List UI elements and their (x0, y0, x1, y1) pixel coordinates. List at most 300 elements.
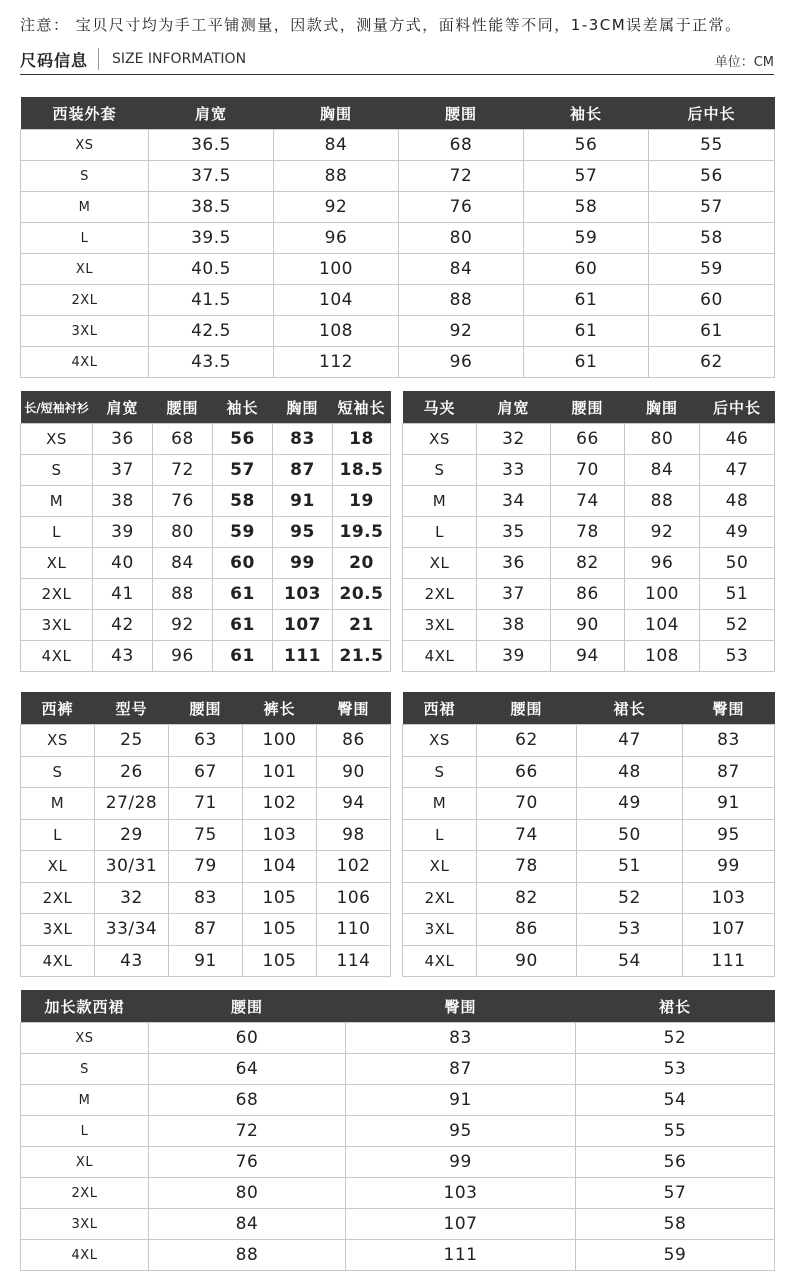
measurement-cell: 39.5 (149, 223, 274, 254)
measurement-cell: 55 (576, 1116, 775, 1147)
measurement-cell: 60 (213, 548, 273, 579)
measurement-cell: 33/34 (95, 914, 169, 946)
measurement-cell: 99 (346, 1147, 576, 1178)
table-title: 西装外套 (21, 97, 149, 130)
table-row (21, 192, 775, 223)
vest-table (402, 391, 775, 672)
table-row (21, 1023, 775, 1054)
measurement-cell: 59 (213, 517, 273, 548)
table-row (21, 285, 775, 316)
measurement-cell: 79 (169, 851, 243, 883)
table-row (21, 517, 391, 548)
measurement-cell: 54 (577, 945, 683, 977)
measurement-cell: 60 (149, 1023, 346, 1054)
measurement-cell: 54 (576, 1085, 775, 1116)
table-title: 马夹 (403, 391, 477, 424)
measurement-cell: 56 (649, 161, 775, 192)
measurement-cell: 78 (551, 517, 625, 548)
unit-label: 单位：CM (714, 55, 774, 70)
table-row (21, 548, 391, 579)
table-row (21, 1147, 775, 1178)
size-label: 4XL (21, 347, 149, 378)
size-label: XL (21, 254, 149, 285)
measurement-cell: 48 (700, 486, 775, 517)
measurement-cell: 74 (551, 486, 625, 517)
measurement-cell: 48 (577, 756, 683, 788)
measurement-cell: 80 (625, 424, 700, 455)
measurement-cell: 72 (153, 455, 213, 486)
header-row (21, 97, 775, 130)
size-label: 4XL (21, 945, 95, 977)
header-row (21, 391, 391, 424)
measurement-cell: 100 (243, 725, 317, 757)
size-label: XL (403, 548, 477, 579)
measurement-cell: 21.5 (333, 641, 391, 672)
title-en: SIZE INFORMATION (112, 51, 247, 67)
measurement-cell: 66 (477, 756, 577, 788)
measurement-cell: 87 (683, 756, 775, 788)
column-header: 腰围 (399, 97, 524, 130)
measurement-cell: 95 (683, 819, 775, 851)
measurement-cell: 87 (346, 1054, 576, 1085)
measurement-cell: 43 (95, 945, 169, 977)
measurement-cell: 61 (524, 316, 649, 347)
size-label: 4XL (21, 641, 93, 672)
measurement-cell: 96 (399, 347, 524, 378)
measurement-cell: 64 (149, 1054, 346, 1085)
measurement-cell: 42 (93, 610, 153, 641)
column-header: 腰围 (153, 391, 213, 424)
column-header: 裤长 (243, 692, 317, 725)
measurement-cell: 40.5 (149, 254, 274, 285)
measurement-cell: 52 (577, 882, 683, 914)
measurement-cell: 67 (169, 756, 243, 788)
measurement-cell: 94 (551, 641, 625, 672)
measurement-cell: 88 (399, 285, 524, 316)
measurement-cell: 92 (625, 517, 700, 548)
measurement-cell: 51 (577, 851, 683, 883)
measurement-cell: 61 (213, 579, 273, 610)
measurement-cell: 74 (477, 819, 577, 851)
measurement-cell: 55 (649, 130, 775, 161)
measurement-cell: 91 (273, 486, 333, 517)
measurement-cell: 30/31 (95, 851, 169, 883)
measurement-cell: 86 (551, 579, 625, 610)
header-row (21, 692, 391, 725)
measurement-cell: 61 (524, 347, 649, 378)
measurement-cell: 72 (149, 1116, 346, 1147)
measurement-cell: 102 (243, 788, 317, 820)
column-header: 肩宽 (149, 97, 274, 130)
measurement-cell: 83 (346, 1023, 576, 1054)
table-row (21, 788, 391, 820)
table-row (403, 455, 775, 486)
measurement-cell: 33 (477, 455, 551, 486)
measurement-cell: 82 (477, 882, 577, 914)
header-row (403, 692, 775, 725)
measurement-cell: 57 (524, 161, 649, 192)
measurement-cell: 40 (93, 548, 153, 579)
column-header: 胸围 (274, 97, 399, 130)
table-row (403, 819, 775, 851)
column-header: 臀围 (317, 692, 391, 725)
measurement-cell: 26 (95, 756, 169, 788)
measurement-cell: 87 (273, 455, 333, 486)
table-row (403, 725, 775, 757)
measurement-cell: 82 (551, 548, 625, 579)
measurement-cell: 37.5 (149, 161, 274, 192)
measurement-cell: 59 (524, 223, 649, 254)
size-label: 3XL (21, 610, 93, 641)
size-label: S (21, 161, 149, 192)
header-row (21, 990, 775, 1023)
measurement-cell: 47 (577, 725, 683, 757)
table-row (21, 1085, 775, 1116)
table-row (21, 1054, 775, 1085)
measurement-cell: 108 (625, 641, 700, 672)
measurement-cell: 50 (577, 819, 683, 851)
measurement-cell: 62 (649, 347, 775, 378)
table-row (403, 641, 775, 672)
column-header: 肩宽 (93, 391, 153, 424)
measurement-cell: 83 (169, 882, 243, 914)
measurement-cell: 105 (243, 945, 317, 977)
measurement-cell: 76 (399, 192, 524, 223)
measurement-cell: 84 (625, 455, 700, 486)
measurement-cell: 96 (153, 641, 213, 672)
table-row (21, 882, 391, 914)
measurement-cell: 53 (576, 1054, 775, 1085)
size-label: 2XL (21, 285, 149, 316)
table-row (21, 641, 391, 672)
measurement-cell: 35 (477, 517, 551, 548)
measurement-cell: 103 (683, 882, 775, 914)
measurement-cell: 111 (346, 1240, 576, 1271)
size-label: 3XL (21, 914, 95, 946)
size-label: 4XL (403, 945, 477, 977)
size-label: M (403, 788, 477, 820)
column-header: 后中长 (700, 391, 775, 424)
measurement-cell: 56 (213, 424, 273, 455)
measurement-cell: 83 (683, 725, 775, 757)
measurement-cell: 58 (524, 192, 649, 223)
measurement-cell: 32 (95, 882, 169, 914)
table-row (21, 1209, 775, 1240)
measurement-cell: 61 (213, 641, 273, 672)
measurement-cell: 112 (274, 347, 399, 378)
size-label: S (403, 756, 477, 788)
measurement-cell: 83 (273, 424, 333, 455)
long-skirt-table (20, 990, 775, 1271)
measurement-cell: 34 (477, 486, 551, 517)
measurement-cell: 96 (625, 548, 700, 579)
measurement-cell: 104 (625, 610, 700, 641)
size-label: S (21, 756, 95, 788)
table-row (21, 851, 391, 883)
size-label: XL (21, 1147, 149, 1178)
measurement-cell: 56 (524, 130, 649, 161)
measurement-cell: 101 (243, 756, 317, 788)
measurement-cell: 19 (333, 486, 391, 517)
size-label: 2XL (21, 579, 93, 610)
size-label: L (21, 1116, 149, 1147)
measurement-cell: 68 (153, 424, 213, 455)
measurement-cell: 105 (243, 914, 317, 946)
measurement-cell: 57 (213, 455, 273, 486)
size-label: 3XL (403, 914, 477, 946)
size-label: L (21, 517, 93, 548)
measurement-cell: 86 (477, 914, 577, 946)
table-row (21, 1240, 775, 1271)
table-row (21, 455, 391, 486)
table-row (21, 223, 775, 254)
measurement-cell: 99 (683, 851, 775, 883)
column-header: 后中长 (649, 97, 775, 130)
size-info-header (20, 46, 774, 75)
measurement-cell: 104 (243, 851, 317, 883)
title-divider (98, 48, 99, 70)
measurement-cell: 95 (346, 1116, 576, 1147)
table-row (21, 725, 391, 757)
table-row (21, 579, 391, 610)
measurement-cell: 60 (649, 285, 775, 316)
measurement-cell: 107 (346, 1209, 576, 1240)
measurement-cell: 60 (524, 254, 649, 285)
size-label: L (21, 819, 95, 851)
table-row (403, 610, 775, 641)
column-header: 腰围 (169, 692, 243, 725)
measurement-cell: 18.5 (333, 455, 391, 486)
measurement-cell: 80 (399, 223, 524, 254)
measurement-cell: 70 (477, 788, 577, 820)
measurement-cell: 107 (273, 610, 333, 641)
table-row (21, 914, 391, 946)
size-label: M (21, 486, 93, 517)
measurement-cell: 91 (346, 1085, 576, 1116)
measurement-cell: 76 (149, 1147, 346, 1178)
measurement-cell: 84 (274, 130, 399, 161)
size-label: XS (21, 1023, 149, 1054)
column-header: 臀围 (683, 692, 775, 725)
shirt-table (20, 391, 391, 672)
table-row (403, 882, 775, 914)
measurement-cell: 57 (649, 192, 775, 223)
size-label: M (403, 486, 477, 517)
size-label: 4XL (403, 641, 477, 672)
column-header: 型号 (95, 692, 169, 725)
measurement-cell: 88 (274, 161, 399, 192)
measurement-cell: 86 (317, 725, 391, 757)
header-row (403, 391, 775, 424)
table-row (403, 914, 775, 946)
column-header: 腰围 (149, 990, 346, 1023)
measurement-cell: 39 (477, 641, 551, 672)
table-row (21, 1178, 775, 1209)
table-row (21, 610, 391, 641)
measurement-cell: 68 (399, 130, 524, 161)
table-title: 加长款西裙 (21, 990, 149, 1023)
measurement-cell: 80 (153, 517, 213, 548)
measurement-cell: 102 (317, 851, 391, 883)
measurement-cell: 104 (274, 285, 399, 316)
size-label: S (21, 455, 93, 486)
measurement-cell: 56 (576, 1147, 775, 1178)
table-row (403, 424, 775, 455)
table-row (403, 548, 775, 579)
measurement-cell: 100 (625, 579, 700, 610)
column-header: 腰围 (477, 692, 577, 725)
table-title: 西裤 (21, 692, 95, 725)
column-header: 裙长 (577, 692, 683, 725)
measurement-cell: 71 (169, 788, 243, 820)
size-label: XS (21, 725, 95, 757)
measurement-cell: 21 (333, 610, 391, 641)
measurement-cell: 42.5 (149, 316, 274, 347)
measurement-cell: 98 (317, 819, 391, 851)
measurement-cell: 66 (551, 424, 625, 455)
measurement-cell: 107 (683, 914, 775, 946)
table-row (21, 819, 391, 851)
measurement-cell: 114 (317, 945, 391, 977)
measurement-cell: 49 (577, 788, 683, 820)
measurement-cell: 68 (149, 1085, 346, 1116)
measurement-cell: 50 (700, 548, 775, 579)
size-label: XL (21, 851, 95, 883)
measurement-cell: 88 (153, 579, 213, 610)
measurement-cell: 52 (576, 1023, 775, 1054)
measurement-cell: 84 (149, 1209, 346, 1240)
measurement-cell: 91 (169, 945, 243, 977)
measurement-cell: 75 (169, 819, 243, 851)
measurement-cell: 20 (333, 548, 391, 579)
measurement-cell: 99 (273, 548, 333, 579)
size-label: 3XL (21, 316, 149, 347)
size-label: XS (21, 424, 93, 455)
title-cn: 尺码信息 (20, 51, 89, 70)
table-row (21, 130, 775, 161)
column-header: 裙长 (576, 990, 775, 1023)
measurement-cell: 84 (153, 548, 213, 579)
measurement-cell: 63 (169, 725, 243, 757)
measurement-cell: 80 (149, 1178, 346, 1209)
measurement-cell: 90 (551, 610, 625, 641)
table-row (21, 486, 391, 517)
measurement-cell: 94 (317, 788, 391, 820)
measurement-cell: 43.5 (149, 347, 274, 378)
measurement-cell: 96 (274, 223, 399, 254)
measurement-cell: 92 (274, 192, 399, 223)
table-row (403, 756, 775, 788)
measurement-cell: 78 (477, 851, 577, 883)
measurement-cell: 90 (477, 945, 577, 977)
column-header: 袖长 (524, 97, 649, 130)
measurement-cell: 61 (649, 316, 775, 347)
measurement-cell: 36 (477, 548, 551, 579)
measurement-cell: 62 (477, 725, 577, 757)
size-label: XL (21, 548, 93, 579)
measurement-cell: 92 (399, 316, 524, 347)
size-label: M (21, 1085, 149, 1116)
column-header: 袖长 (213, 391, 273, 424)
measurement-cell: 88 (625, 486, 700, 517)
measurement-cell: 49 (700, 517, 775, 548)
measurement-cell: 72 (399, 161, 524, 192)
table-row (403, 517, 775, 548)
measurement-cell: 52 (700, 610, 775, 641)
measurement-cell: 90 (317, 756, 391, 788)
size-label: XS (21, 130, 149, 161)
table-row (403, 486, 775, 517)
table-row (21, 161, 775, 192)
size-label: 2XL (21, 1178, 149, 1209)
measurement-cell: 103 (273, 579, 333, 610)
column-header: 肩宽 (477, 391, 551, 424)
measurement-cell: 57 (576, 1178, 775, 1209)
table-row (403, 788, 775, 820)
measurement-cell: 39 (93, 517, 153, 548)
measurement-cell: 106 (317, 882, 391, 914)
measurement-cell: 19.5 (333, 517, 391, 548)
measurement-cell: 103 (243, 819, 317, 851)
measurement-cell: 108 (274, 316, 399, 347)
table-row (21, 1116, 775, 1147)
measurement-cell: 59 (649, 254, 775, 285)
measurement-cell: 58 (576, 1209, 775, 1240)
measurement-cell: 110 (317, 914, 391, 946)
measurement-cell: 20.5 (333, 579, 391, 610)
measurement-cell: 92 (153, 610, 213, 641)
skirt-table (402, 692, 775, 977)
measurement-cell: 38 (93, 486, 153, 517)
measurement-cell: 47 (700, 455, 775, 486)
measurement-cell: 111 (273, 641, 333, 672)
measurement-cell: 37 (93, 455, 153, 486)
measurement-cell: 58 (649, 223, 775, 254)
table-row (21, 316, 775, 347)
table-row (403, 579, 775, 610)
column-header: 腰围 (551, 391, 625, 424)
size-label: L (403, 517, 477, 548)
table-row (403, 851, 775, 883)
measurement-cell: 53 (577, 914, 683, 946)
column-header: 短袖长 (333, 391, 391, 424)
measurement-cell: 58 (213, 486, 273, 517)
table-row (21, 254, 775, 285)
measurement-cell: 111 (683, 945, 775, 977)
measurement-cell: 38 (477, 610, 551, 641)
measurement-cell: 51 (700, 579, 775, 610)
size-label: XS (403, 424, 477, 455)
table-title: 长/短袖衬衫 (21, 391, 93, 424)
trousers-table (20, 692, 391, 977)
column-header: 胸围 (625, 391, 700, 424)
size-label: M (21, 788, 95, 820)
column-header: 胸围 (273, 391, 333, 424)
measurement-cell: 41 (93, 579, 153, 610)
size-label: 2XL (403, 579, 477, 610)
measurement-cell: 36.5 (149, 130, 274, 161)
measurement-cell: 18 (333, 424, 391, 455)
size-label: 2XL (403, 882, 477, 914)
measurement-cell: 46 (700, 424, 775, 455)
measurement-cell: 41.5 (149, 285, 274, 316)
suit-jacket-table (20, 97, 775, 378)
column-header: 臀围 (346, 990, 576, 1023)
table-row (403, 945, 775, 977)
size-label: S (21, 1054, 149, 1085)
size-label: S (403, 455, 477, 486)
measurement-cell: 59 (576, 1240, 775, 1271)
